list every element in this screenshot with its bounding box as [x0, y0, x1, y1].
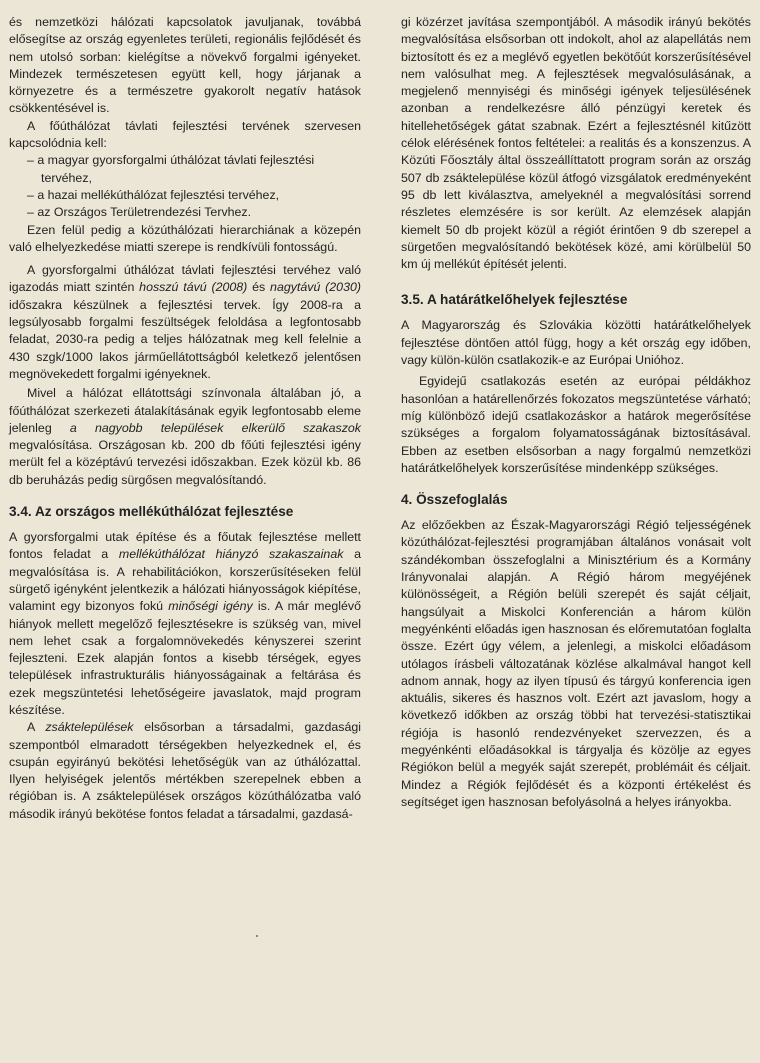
list-item: – a hazai mellékúthálózat fejlesztési tervéhez,	[27, 187, 280, 202]
text-run: és	[247, 280, 271, 295]
emphasis-text: zsáktelepülések	[45, 720, 134, 735]
scan-speck	[256, 935, 258, 937]
right-column	[401, 14, 751, 811]
text-run: Mivel a hálózat ellátottsági színvonala általában jó, a főúthálózat szerkezeti átalakításának egyik legfontosabb eleme jelenleg	[9, 386, 361, 435]
emphasis-text: nagytávú (2030)	[270, 280, 361, 295]
emphasis-text: hosszú távú (2008)	[139, 280, 248, 295]
text-run: A	[27, 720, 46, 735]
paragraph	[9, 262, 361, 383]
text-run: is. A már meglévő hiányok mellett megelőző fejlesztésekre is szükség van, mivel nem lehet csak a forgalomnövekedés kényszerei szerint fejleszteni. Ezek alapján fontos a kisebb térségek, egyes települések infrastrukturális hiányosságainak a feltárása és ezek megszüntetési lehetőségeire javaslatok, majd program készítése.	[9, 599, 361, 717]
paragraph: Az előzőekben az Észak-Magyarországi Régió teljességének közúthálózat-fejlesztési programjában általános vonásait volt szándékomban összefoglalni a Minisztérium és a Kormány Irányvonalai alapján. A Régió három megyéjének különösségeit, a Régión belüli szerepét és saját céljait, hangsúlyait a Miskolci Konferencián a három külön megyénkénti előadás igen hasznosan és előremutatóan foglalta össze. Ezért úgy vélem, a jelenlegi, a miskolci előadásom utólagos írásbeli változatának közlése alkalmával hangot kell adnom annak, hogy az ilyen típusú és tárgyú konferencia igen aktuális, sikeres és hasznos volt. Ezért azt javaslom, hogy a következő időkben az ország többi hat tervezési-statisztikai régiója is hasonló rendezvényeket szervezzen, és a megyénkénti előadásokkal is tárgyalja és közölje az egyes Régiókon belül a megyék saját szerepét, problémáit és céljait. Mindez a Régiók fejlődését és a központi értékelést és segítséget igen hasznosan befolyásolná a helyes irányokba.	[401, 518, 751, 809]
emphasis-text: mellékúthálózat hiányzó szakaszainak	[118, 547, 344, 562]
paragraph: Ezen felül pedig a közúthálózati hierarchiának a közepén való elhelyezkedése miatti szerepe is rendkívüli fontosságú.	[9, 222, 361, 254]
text-run: megvalósítása. Országosan kb. 200 db főúti fejlesztési igény merült fel a középtávú tervezési időszakban. Ezek közül kb. 86 db beruházás pedig sürgősen megvalósítandó.	[9, 438, 361, 487]
text-run: elsősorban a társadalmi, gazdasági szempontból elmaradott térségekben helyezkednek el, és csupán egyirányú bekötési lehetőségük van az úthálózattal. Ilyen helyiségek jelentős mértékben szerepelnek ebben a régióban is. A zsáktelepülések országos közúthálózatba való második irányú bekötése fontos feladat a társadalmi, gazdasá-	[9, 720, 361, 821]
emphasis-text: a nagyobb települések elkerülő szakaszok	[69, 420, 361, 435]
text-run: A gyorsforgalmi utak építése és a főutak fejlesztése mellett fontos feladat a	[9, 530, 361, 562]
list-item: – az Országos Területrendezési Tervhez.	[27, 205, 252, 220]
text-run: a megvalósítása is. A rehabilitációkon, korszerűsítéseken felül sürgető igényként jelentkezik a hálózati hiányosságok kiépítése, valamint egy bizonyos fokú	[9, 547, 361, 614]
paragraph: és nemzetközi hálózati kapcsolatok javuljanak, továbbá elősegítse az ország egyenletes területi, regionális fejlődését és nem utolsó sorban: kielégítse a növekvő forgalmi igényeket. Mindezek természetesen együtt kell, hogy járjanak a környezetre és a természetre gyakorolt negatív hatások csökkentésével is.	[9, 15, 361, 116]
paragraph: Egyidejű csatlakozás esetén az európai példákhoz hasonlóan a határellenőrzés fokozatos megszüntetése várható; míg különböző idejű csatlakozáskor a határok megerősítése szükséges a forgalom folyamatosságának biztosításával. Ebben az esetben elsősorban a nagy forgalmú nemzetközi határátkelőhelyek korszerűsítése mindenképp szükséges.	[401, 374, 751, 475]
section-heading: 3.4. Az országos mellékúthálózat fejlesztése	[9, 504, 294, 520]
paragraph	[9, 529, 361, 719]
paragraph: A Magyarország és Szlovákia közötti határátkelőhelyek fejlesztése döntően attól függ, hogy a két ország egy időben, vagy külön-külön csatlakozik-e az Európai Unióhoz.	[401, 318, 751, 368]
paragraph: gi közérzet javítása szempontjából. A második irányú bekötés megvalósítása elsősorban ott indokolt, ahol az alapellátás nem biztosított és ez a meglévő egyetlen bekötőút korszerűsítésével nem valósulhat meg. A fejlesztések megvalósulásának, a megjelenő mennyiségi és minőségi igények teljesülésének azonban a rendelkezésre álló pénzügyi keretek és hitellehetőségek gátat szabnak. Ezért a fejlesztésnél kitűzött célok elérésének fontos feltételei: a realitás és a konszenzus. A Közúti Főosztály által összeállíttatott program során az ország 507 db zsáktelepülése közül átfogó vizsgálatok eredményeként 95 db lett kiválasztva, amelyeknél a megvalósítási sorrend részletes elemzésére is sor került. Az elemzések alapján kiemelt 50 db projekt közül a régiót érintően 9 db szerepel a sürgetően megvalósítandó bekötések közé, ami körülbelül 50 km új mellékút építését jelenti.	[401, 15, 751, 272]
text-run: A gyorsforgalmi úthálózat távlati fejlesztési tervéhez való igazodás miatt szintén	[9, 263, 361, 295]
section-heading: 4. Összefoglalás	[401, 492, 508, 508]
left-column	[9, 14, 361, 823]
paragraph	[9, 385, 361, 489]
dash-list	[9, 152, 361, 221]
section-heading: 3.5. A határátkelőhelyek fejlesztése	[401, 292, 628, 308]
paragraph	[9, 719, 361, 823]
emphasis-text: minőségi igény	[168, 599, 253, 614]
text-run: időszakra készülnek a fejlesztési tervek. Így 2008-ra a legsúlyosabb forgalmi feszültségek feloldása a legfontosabb feladat, 2030-ra pedig a teljes hálózatnak meg kell felelnie a 430 szgk/1000 lakos járműellátottságból keletkező jelentősen megnövekedett forgalmi igényeknek.	[9, 297, 361, 381]
paragraph: A főúthálózat távlati fejlesztési tervének szervesen kapcsolódnia kell:	[9, 118, 361, 151]
list-item: – a magyar gyorsforgalmi úthálózat távlati fejlesztési tervéhez,	[27, 153, 315, 185]
